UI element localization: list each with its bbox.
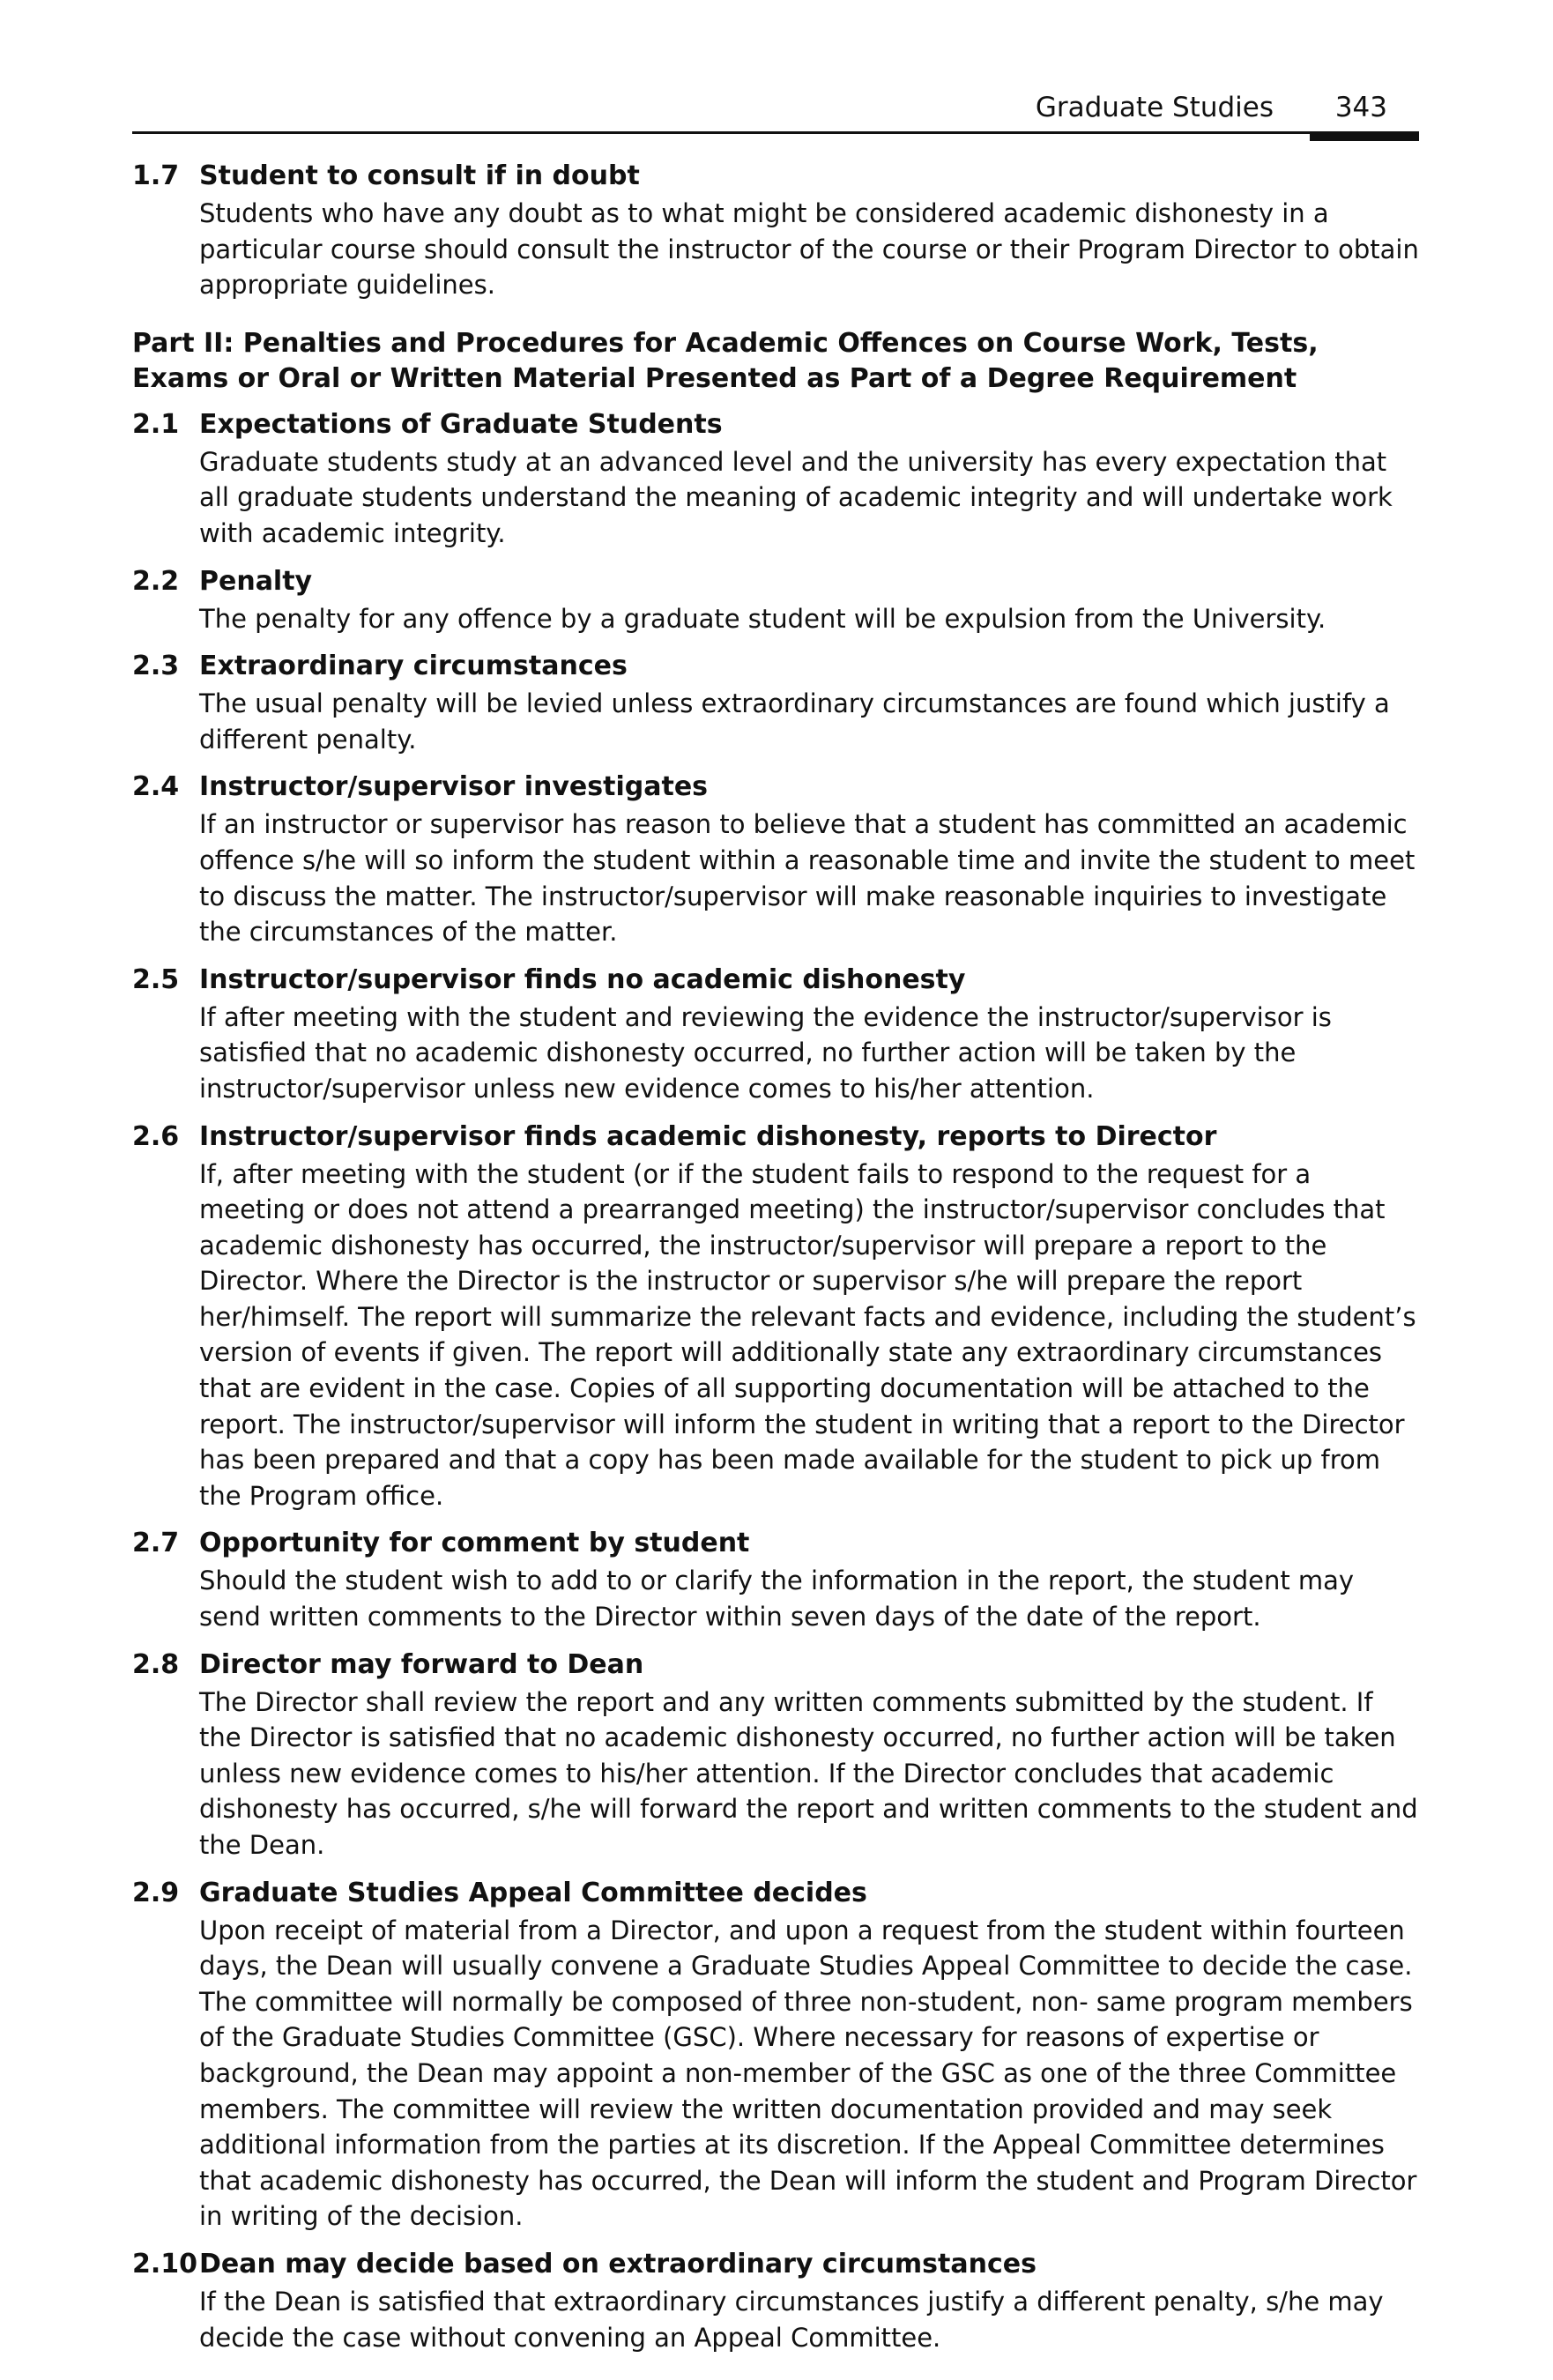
page-content [132, 159, 1419, 2368]
section-heading [132, 1647, 1419, 1683]
page-number: 343 [1334, 92, 1387, 123]
section-2-6 [132, 1119, 1419, 1514]
section-title: Instructor/supervisor finds academic dishonesty, reports to Director [199, 1120, 1217, 1152]
section-1-7 [132, 159, 1419, 303]
running-title: Graduate Studies [1035, 92, 1274, 123]
section-number: 2.10 [132, 2248, 198, 2280]
section-number: 2.5 [132, 963, 180, 995]
section-2-2 [132, 564, 1419, 637]
header-tab-marker [1310, 131, 1419, 141]
section-body: Graduate students study at an advanced level and the university has every expectation that all graduate students understand the meaning of academic integrity and will undertake work with academic integrity. [199, 446, 1393, 548]
section-heading [132, 1876, 1419, 1911]
header-rule [132, 131, 1419, 134]
section-2-8 [132, 1647, 1419, 1863]
section-body: The usual penalty will be levied unless extraordinary circumstances are found which justify a different penalty. [199, 688, 1390, 755]
section-heading [132, 770, 1419, 805]
section-heading [132, 564, 1419, 599]
section-2-5 [132, 963, 1419, 1107]
section-body: If, after meeting with the student (or if the student fails to respond to the request for a meeting or does not attend a prearranged meeting) the instructor/supervisor concludes that academic dishonesty has occurred, the instructor/supervisor will prepare a report to the Director. Where the Director is the instructor or supervisor s/he will prepare the report her/himself. The report will summarize the relevant facts and evidence, including the student’s version of events if given. The report will additionally state any extraordinary circumstances that are evident in the case. Copies of all supporting documentation will be attached to the report. The instructor/supervisor will inform the student in writing that a report to the Director has been prepared and that a copy has been made available for the student to pick up from the Program office. [199, 1158, 1416, 1511]
section-2-1 [132, 407, 1419, 552]
section-number: 2.4 [132, 771, 180, 803]
section-body: Students who have any doubt as to what might be considered academic dishonesty in a particular course should consult the instructor of the course or their Program Director to obtain appropriate guidelines. [199, 198, 1419, 301]
section-2-3 [132, 649, 1419, 757]
section-2-10 [132, 2247, 1419, 2355]
section-title: Penalty [199, 565, 313, 597]
section-2-7 [132, 1526, 1419, 1634]
section-body: The penalty for any offence by a graduate student will be expulsion from the University. [199, 603, 1326, 634]
section-heading [132, 963, 1419, 998]
section-body: If after meeting with the student and reviewing the evidence the instructor/supervisor is satisfied that no academic dishonesty occurred, no further action will be taken by the instructor/supervisor unless new evidence comes to his/her attention. [199, 1001, 1332, 1104]
section-number: 2.3 [132, 651, 180, 682]
part-title: Part II: Penalties and Procedures for Academic Offences on Course Work, Tests, Exams or Oral or Written Material Presented as Part of a Degree Requirement [132, 327, 1319, 394]
section-number: 2.7 [132, 1528, 180, 1559]
section-2-9 [132, 1876, 1419, 2235]
section-heading [132, 649, 1419, 684]
section-number: 2.6 [132, 1120, 180, 1152]
section-title: Expectations of Graduate Students [199, 408, 723, 440]
section-number: 2.8 [132, 1648, 180, 1680]
section-number: 2.1 [132, 408, 180, 440]
section-body: The Director shall review the report and any written comments submitted by the student. If the Director is satisfied that no academic dishonesty occurred, no further action will be taken unless new evidence comes to his/her attention. If the Director concludes that academic dishonesty has occurred, s/he will forward the report and written comments to the student and the Dean. [199, 1686, 1418, 1860]
section-heading [132, 2247, 1419, 2282]
section-number: 2.2 [132, 565, 180, 597]
section-heading [132, 1119, 1419, 1155]
section-heading [132, 159, 1419, 194]
section-title: Instructor/supervisor investigates [199, 771, 709, 803]
section-body: If an instructor or supervisor has reason to believe that a student has committed an academic offence s/he will so inform the student within a reasonable time and invite the student to meet to discuss the matter. The instructor/supervisor will make reasonable inquiries to investigate the circumstances of the matter. [199, 809, 1416, 948]
section-body: Upon receipt of material from a Director, and upon a request from the student within fourteen days, the Dean will usually convene a Graduate Studies Appeal Committee to decide the case. The committee will normally be composed of three non-student, non- same program members of the Graduate Studies Committee (GSC). Where necessary for reasons of expertise or background, the Dean may appoint a non-member of the GSC as one of the three Committee members. The committee will review the written documentation provided and may seek additional information from the parties at its discretion. If the Appeal Committee determines that academic dishonesty has occurred, the Dean will inform the student and Program Director in writing of the decision. [199, 1915, 1417, 2232]
section-heading [132, 407, 1419, 443]
section-heading [132, 1526, 1419, 1561]
section-number: 1.7 [132, 160, 180, 191]
section-number: 2.9 [132, 1877, 180, 1908]
section-body: If the Dean is satisfied that extraordinary circumstances justify a different penalty, s/he may decide the case without convening an Appeal Committee. [199, 2286, 1384, 2353]
section-body: Should the student wish to add to or clarify the information in the report, the student may send written comments to the Director within seven days of the date of the report. [199, 1566, 1355, 1633]
section-title: Extraordinary circumstances [199, 651, 628, 682]
section-title: Director may forward to Dean [199, 1648, 644, 1680]
section-title: Dean may decide based on extraordinary circumstances [199, 2248, 1037, 2280]
section-title: Graduate Studies Appeal Committee decides [199, 1877, 867, 1908]
section-title: Opportunity for comment by student [199, 1528, 750, 1559]
page-header [132, 78, 1419, 134]
section-title: Instructor/supervisor finds no academic dishonesty [199, 963, 966, 995]
section-title: Student to consult if in doubt [199, 160, 640, 191]
section-2-4 [132, 770, 1419, 949]
